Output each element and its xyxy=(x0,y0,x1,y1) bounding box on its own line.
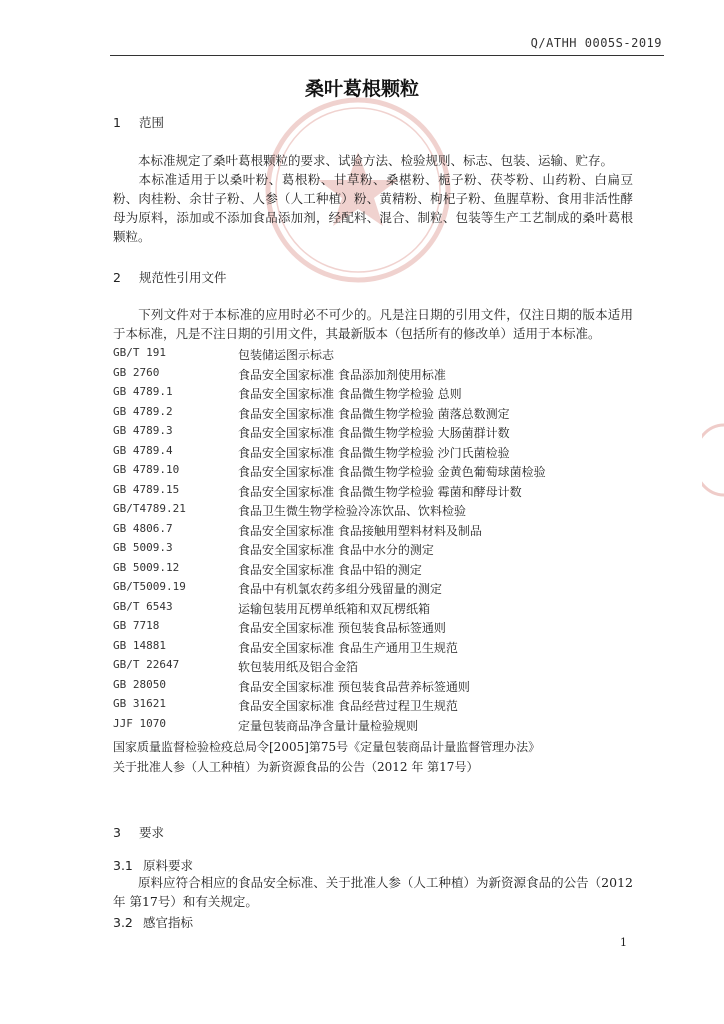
reference-code: GB 4789.2 xyxy=(113,404,173,418)
reference-list xyxy=(113,346,633,736)
reference-title: 食品安全国家标准 预包装食品标签通则 xyxy=(238,621,446,635)
reference-code: GB 2760 xyxy=(113,365,160,379)
reference-title: 食品安全国家标准 食品微生物学检验 沙门氏菌检验 xyxy=(238,445,510,460)
standard-code: Q/ATHH 0005S-2019 xyxy=(530,36,662,50)
reference-title: 食品安全国家标准 预包装食品营养标签通则 xyxy=(238,679,470,694)
reference-code: GB 7718 xyxy=(113,619,160,632)
reference-title: 食品安全国家标准 食品微生物学检验 菌落总数测定 xyxy=(238,406,510,421)
reference-row xyxy=(113,502,633,522)
section-2-heading xyxy=(113,268,227,286)
reference-code: GB/T 191 xyxy=(113,346,166,359)
reference-title: 食品安全国家标准 食品添加剂使用标准 xyxy=(238,367,446,382)
reference-title: 包装储运图示标志 xyxy=(238,348,335,362)
section-number: 3 xyxy=(113,825,121,840)
section-number: 2 xyxy=(113,270,121,285)
section-1-heading xyxy=(113,113,164,131)
reference-row xyxy=(113,717,633,737)
raw-material-requirements-text: 原料应符合相应的食品安全标准、关于批准人参（人工种植）为新资源食品的公告（2012年 第17号）和有关规定。 xyxy=(113,875,633,909)
reference-title: 食品安全国家标准 食品中铅的测定 xyxy=(238,562,422,577)
reference-title: 食品安全国家标准 食品接触用塑料材料及制品 xyxy=(238,523,482,538)
section-3-heading xyxy=(113,823,164,841)
reference-row xyxy=(113,405,633,425)
reference-title: 食品安全国家标准 食品经营过程卫生规范 xyxy=(238,699,458,713)
section-title: 要求 xyxy=(139,825,165,840)
reference-row xyxy=(113,658,633,678)
reference-row xyxy=(113,639,633,659)
section-title: 规范性引用文件 xyxy=(139,270,227,285)
reference-code: GB/T5009.19 xyxy=(113,580,186,593)
reference-row xyxy=(113,580,633,600)
reference-code: GB 4789.4 xyxy=(113,443,173,457)
reference-title: 运输包装用瓦楞单纸箱和双瓦楞纸箱 xyxy=(238,601,431,616)
scope-paragraph-2: 本标准适用于以桑叶粉、葛根粉、甘草粉、桑椹粉、栀子粉、茯苓粉、山药粉、白扁豆粉、肉桂粉、余甘子粉、人参（人工种植）粉、黄精粉、枸杞子粉、鱼腥草粉、食用非活性酵母为原料，添加或不添加食品添加剂，经配料、混合、制粒、包装等生产工艺制成的桑叶葛根颗粒。 xyxy=(113,172,633,244)
reference-title: 食品安全国家标准 食品微生物学检验 霉菌和酵母计数 xyxy=(238,484,522,499)
reference-extra-2: 关于批准人参（人工种植）为新资源食品的公告（2012 年 第17号） xyxy=(113,760,479,774)
reference-extra-1: 国家质量监督检验检疫总局令[2005]第75号《定量包装商品计量监督管理办法》 xyxy=(113,740,541,754)
subsection-3-2-heading: 3.2 感官指标 xyxy=(113,915,194,930)
reference-row xyxy=(113,697,633,717)
reference-code: GB/T 22647 xyxy=(113,658,180,671)
reference-code: GB 31621 xyxy=(113,697,166,710)
section-number: 1 xyxy=(113,115,121,130)
page-number: 1 xyxy=(620,936,627,949)
scope-paragraph-1: 本标准规定了桑叶葛根颗粒的要求、试验方法、检验规则、标志、包装、运输、贮存。 xyxy=(138,153,614,168)
reference-code: GB 4789.10 xyxy=(113,463,180,476)
reference-code: GB 5009.12 xyxy=(113,560,180,574)
reference-row xyxy=(113,561,633,581)
reference-title: 定量包装商品净含量计量检验规则 xyxy=(238,718,419,733)
reference-title: 食品安全国家标准 食品微生物学检验 大肠菌群计数 xyxy=(238,426,510,440)
reference-code: JJF 1070 xyxy=(113,716,166,730)
reference-row xyxy=(113,619,633,639)
reference-code: GB/T4789.21 xyxy=(113,502,186,515)
reference-title: 食品安全国家标准 食品生产通用卫生规范 xyxy=(238,640,458,655)
reference-code: GB 4806.7 xyxy=(113,521,173,535)
edge-stamp-fragment xyxy=(702,420,724,500)
reference-code: GB/T 6543 xyxy=(113,599,173,613)
reference-row xyxy=(113,385,633,405)
reference-row xyxy=(113,444,633,464)
reference-title: 食品安全国家标准 食品微生物学检验 总则 xyxy=(238,387,462,401)
document-title: 桑叶葛根颗粒 xyxy=(304,78,419,100)
reference-row xyxy=(113,483,633,503)
reference-title: 食品卫生微生物学检验冷冻饮品、饮料检验 xyxy=(238,504,467,518)
reference-row xyxy=(113,366,633,386)
reference-title: 食品安全国家标准 食品中水分的测定 xyxy=(238,543,434,557)
subsection-3-1-heading: 3.1 原料要求 xyxy=(113,858,194,873)
reference-row xyxy=(113,424,633,444)
reference-code: GB 28050 xyxy=(113,677,166,691)
reference-title: 食品安全国家标准 食品微生物学检验 金黄色葡萄球菌检验 xyxy=(238,465,546,479)
reference-code: GB 5009.3 xyxy=(113,541,173,554)
reference-row xyxy=(113,600,633,620)
section-title: 范围 xyxy=(139,115,165,130)
header-rule xyxy=(110,55,664,56)
refs-intro-paragraph: 下列文件对于本标准的应用时必不可少的。凡是注日期的引用文件，仅注日期的版本适用于本标准，凡是不注日期的引用文件，其最新版本（包括所有的修改单）适用于本标准。 xyxy=(113,307,633,341)
reference-code: GB 4789.1 xyxy=(113,385,173,398)
reference-row xyxy=(113,463,633,483)
reference-code: GB 14881 xyxy=(113,638,166,652)
reference-row xyxy=(113,541,633,561)
reference-row xyxy=(113,522,633,542)
reference-code: GB 4789.15 xyxy=(113,482,180,496)
reference-row xyxy=(113,678,633,698)
reference-code: GB 4789.3 xyxy=(113,424,173,437)
reference-title: 软包装用纸及铝合金箔 xyxy=(238,660,359,674)
reference-title: 食品中有机氯农药多组分残留量的测定 xyxy=(238,582,443,596)
reference-row xyxy=(113,346,633,366)
